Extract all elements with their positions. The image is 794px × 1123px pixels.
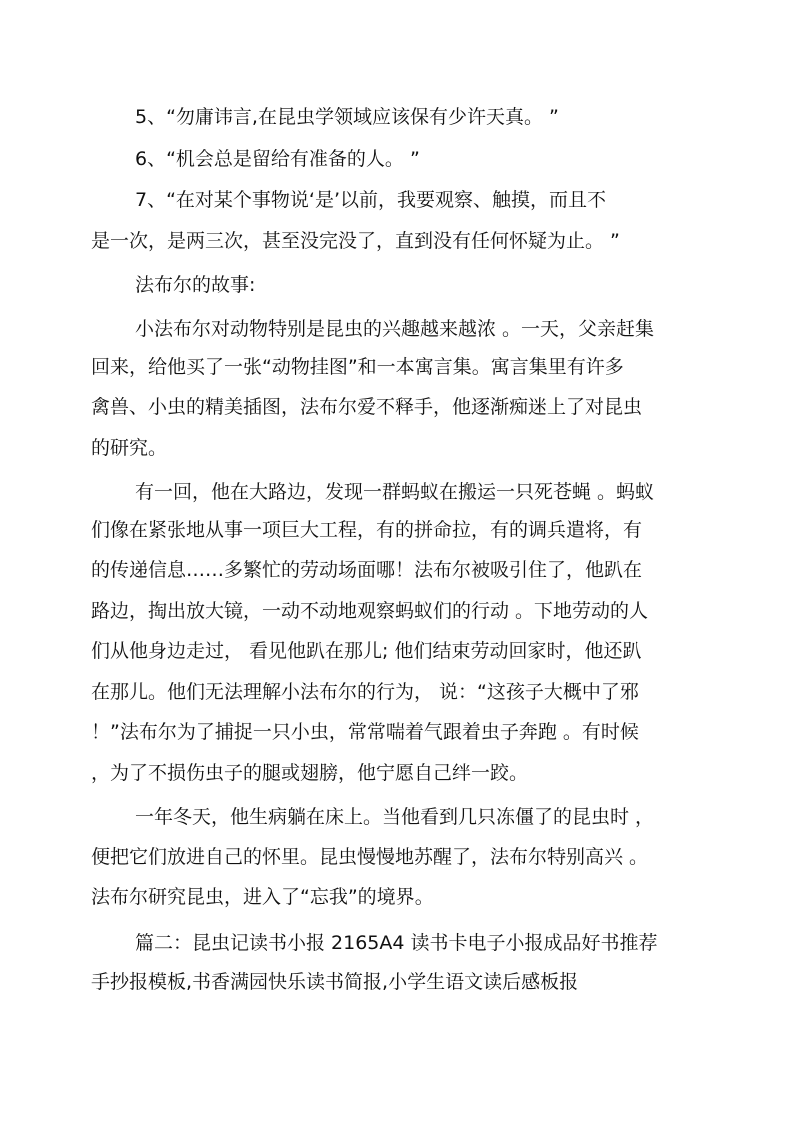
quote-7-line-1: 7、“在对某个事物说‘是’以前，我要观察、触摸，而且不 (135, 189, 607, 211)
quote-7-line-2: 是一次，是两三次，甚至没完没了，直到没有任何怀疑为止。 ” (91, 230, 620, 252)
paragraph-1-line-4: 的研究。 (91, 437, 168, 459)
paragraph-2-line-2: 们像在紧张地从事一项巨大工程，有的拼命拉，有的调兵遣将，有 (91, 519, 643, 541)
paragraph-3-line-2: 便把它们放进自己的怀里。昆虫慢慢地苏醒了，法布尔特别高兴 。 (91, 846, 649, 868)
paragraph-2-line-4: 路边，掏出放大镜，一动不动地观察蚂蚁们的行动 。下地劳动的人 (91, 600, 649, 622)
paragraph-1-line-3: 禽兽、小虫的精美插图，法布尔爱不释手，他逐渐痴迷上了对昆虫 (91, 396, 643, 418)
paragraph-3-line-1: 一年冬天，他生病躺在床上。当他看到几只冻僵了的昆虫时 ， (135, 806, 655, 828)
paragraph-2-line-3: 的传递信息……多繁忙的劳动场面哪！法布尔被吸引住了，他趴在 (91, 559, 643, 581)
paragraph-1-line-2: 回来，给他买了一张“动物挂图”和一本寓言集。寓言集里有许多 (91, 356, 624, 378)
paragraph-2-line-6: 在那儿。他们无法理解小法布尔的行为， 说：“这孩子大概中了邪 (91, 681, 639, 703)
section-title-line-2: 手抄报模板,书香满园快乐读书简报,小学生语文读后感板报 (91, 971, 579, 993)
paragraph-1-line-1: 小法布尔对动物特别是昆虫的兴趣越来越浓 。一天，父亲赶集 (135, 318, 655, 340)
quote-6: 6、“机会总是留给有准备的人。 ” (135, 148, 420, 170)
paragraph-2-line-7: ！”法布尔为了捕捉一只小虫，常常喘着气跟着虫子奔跑 。有时候 (91, 721, 639, 743)
paragraph-2-line-1: 有一回，他在大路边，发现一群蚂蚁在搬运一只死苍蝇 。蚂蚁 (135, 481, 655, 503)
paragraph-3-line-3: 法布尔研究昆虫，进入了“忘我”的境界。 (91, 886, 434, 908)
quote-5: 5、“勿庸讳言,在昆虫学领域应该保有少许天真。 ” (135, 106, 559, 128)
paragraph-2-line-8: ，为了不损伤虫子的腿或翅膀，他宁愿自己绊一跤。 (91, 762, 529, 784)
story-heading: 法布尔的故事: (135, 274, 256, 296)
section-title-line-1: 篇二：昆虫记读书小报 2165A4 读书卡电子小报成品好书推荐 (135, 932, 658, 954)
paragraph-2-line-5: 们从他身边走过， 看见他趴在那儿; 他们结束劳动回家时，他还趴 (91, 640, 642, 662)
